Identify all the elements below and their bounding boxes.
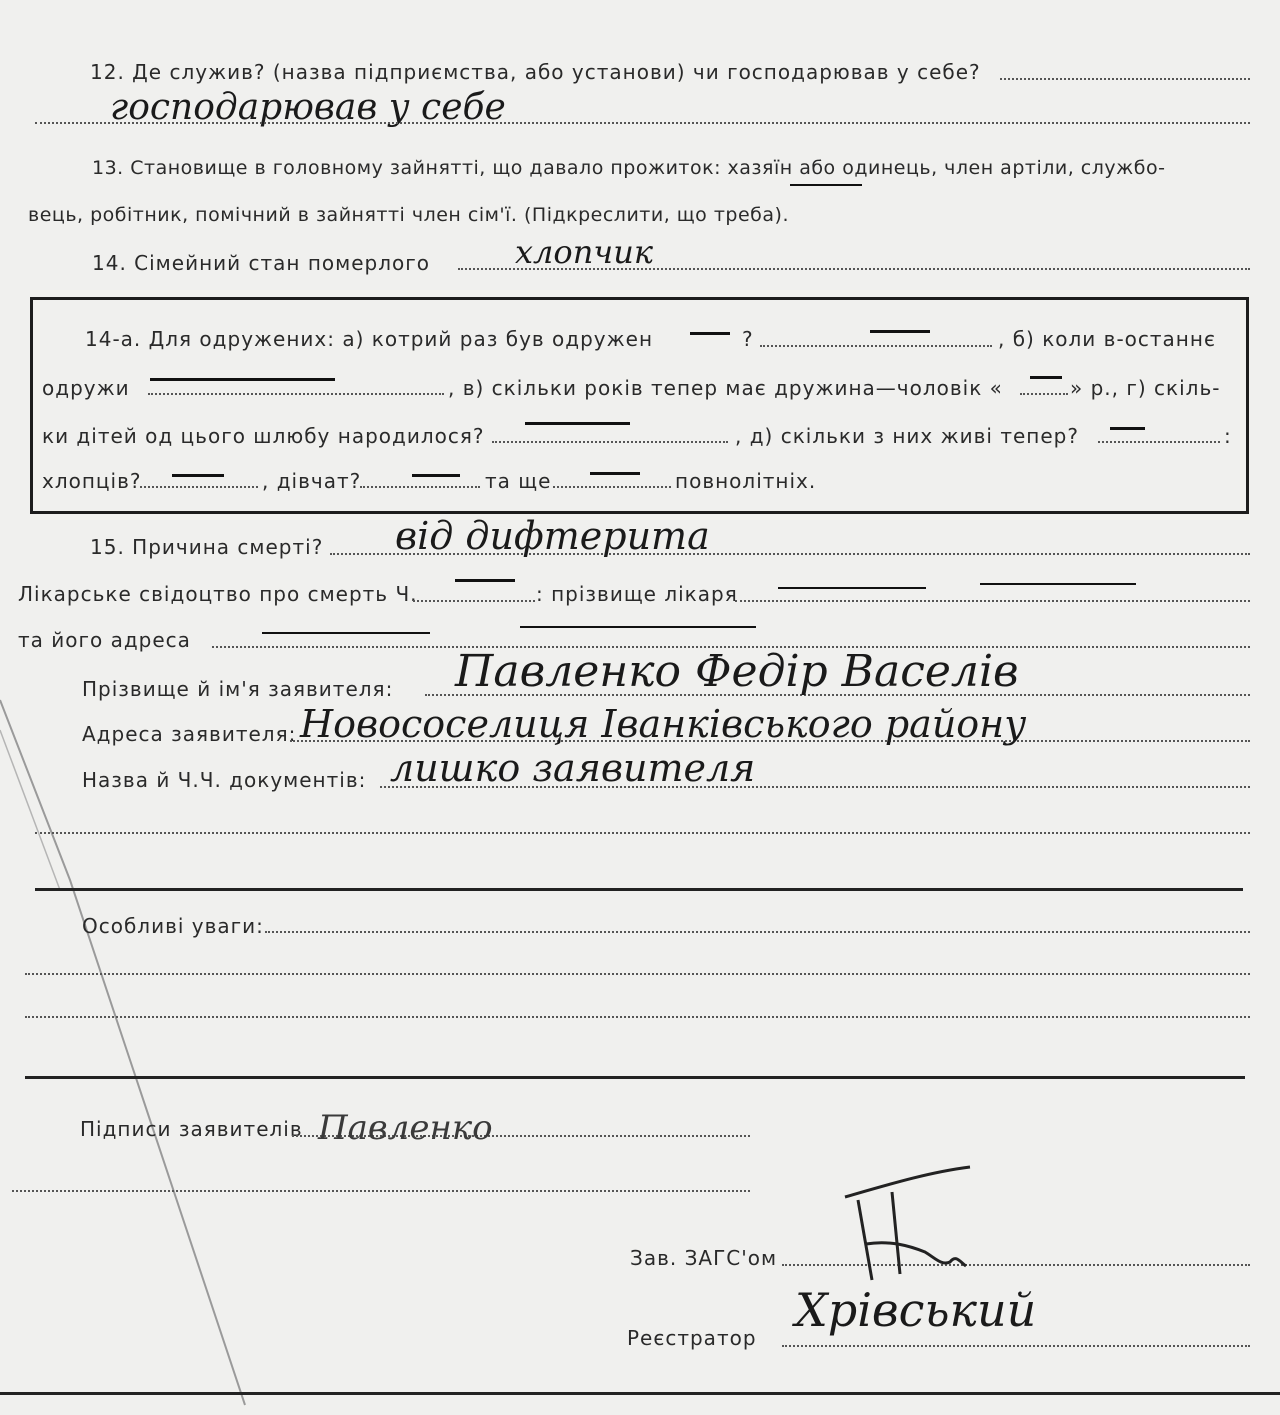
q14a-line4-b: , дівчат? <box>262 469 362 493</box>
q14a-dash-2 <box>870 330 930 333</box>
fold-line <box>0 690 260 1410</box>
applicant-address-value: Новососелиця Іванківського району <box>300 702 1027 746</box>
doctor-dash-1 <box>778 587 926 589</box>
q14a-dash-7 <box>172 474 224 477</box>
applicant-name-label: Прізвище й ім'я заявителя: <box>82 677 394 701</box>
q14-label: 14. Сімейний стан померлого <box>92 251 431 275</box>
certificate-label: Лікарське свідоцтво про смерть Ч. <box>18 582 418 606</box>
q14a-line3-a: ки дітей од цього шлюбу народилося? <box>42 424 485 448</box>
address-dash-1 <box>262 632 430 634</box>
certificate-dash <box>455 579 515 582</box>
q14a-dots-3 <box>1020 393 1068 395</box>
q14a-line3-c: : <box>1224 424 1232 448</box>
q14a-line1-b: , б) коли в-останнє <box>998 327 1216 351</box>
q12-answer: господарював у себе <box>110 87 506 128</box>
q14a-line4-d: повнолітніх. <box>675 469 817 493</box>
head-signature-label: Зав. ЗАГС'ом <box>630 1246 778 1270</box>
doctor-dash-2 <box>980 583 1136 585</box>
address-label: та його адреса <box>18 628 191 652</box>
q13-underline-hazyain <box>790 184 862 186</box>
q14a-dots-2 <box>148 393 444 395</box>
q14a-line2-c: » р., г) скіль- <box>1070 376 1221 400</box>
q14a-dash-1 <box>690 332 730 335</box>
certificate-dotted-line <box>413 600 535 602</box>
applicant-address-label: Адреса заявителя: <box>82 722 297 746</box>
section-divider-1 <box>35 888 1243 891</box>
q12-dotted-line <box>1000 78 1250 80</box>
q12-answer-line <box>35 122 1250 124</box>
q14a-dash-4 <box>1030 376 1062 379</box>
q14a-dash-5 <box>525 422 630 425</box>
q12-label: 12. Де служив? (назва підприємства, або установи) чи господарював у себе? <box>90 60 981 84</box>
applicant-signature: Павленко <box>318 1108 493 1148</box>
registrar-signature: Хрівський <box>795 1283 1037 1337</box>
notes-line-1 <box>265 931 1250 933</box>
blank-line-1 <box>35 832 1250 834</box>
q14a-dash-3 <box>150 378 335 381</box>
q14a-dots-8 <box>553 486 671 488</box>
bottom-border <box>0 1392 1280 1395</box>
documents-value: лишко заявителя <box>390 746 756 790</box>
notes-line-2 <box>25 973 1250 975</box>
address-dash-2 <box>520 626 756 628</box>
q14a-dots-5 <box>1098 441 1220 443</box>
q14a-dash-9 <box>590 472 640 475</box>
q14a-line1-a: 14-а. Для одружених: а) котрий раз був одружен <box>85 327 654 351</box>
notes-line-3 <box>25 1016 1250 1018</box>
registrar-label: Реєстратор <box>627 1326 757 1350</box>
q14a-dash-8 <box>412 474 460 477</box>
q14a-dots-4 <box>492 441 728 443</box>
registrar-line <box>782 1345 1250 1347</box>
q14a-line3-b: , д) скільки з них живі тепер? <box>735 424 1079 448</box>
notes-label: Особливі уваги: <box>82 914 264 938</box>
q14a-dash-6 <box>1110 427 1145 430</box>
q13-line1: 13. Становище в головному зайнятті, що давало прожиток: хазяїн або одинець, член артіли, службо- <box>92 157 1166 179</box>
q14a-line1-q: ? <box>742 327 754 351</box>
q14a-dots-1 <box>760 345 992 347</box>
q14a-line4-a: хлопців? <box>42 469 142 493</box>
applicant-name-value: Павленко Федір Васелів <box>455 646 1019 697</box>
q14-answer: хлопчик <box>515 233 653 271</box>
q15-label: 15. Причина смерті? <box>90 535 324 559</box>
doctor-label: : прізвище лікаря <box>536 582 738 606</box>
doctor-dotted-line <box>735 600 1250 602</box>
head-signature <box>830 1162 1000 1287</box>
q14a-line2-a: одружи <box>42 376 130 400</box>
section-divider-2 <box>25 1076 1245 1079</box>
q14a-dots-7 <box>360 486 480 488</box>
q14a-line4-c: та ще <box>485 469 552 493</box>
q13-line2: вець, робітник, помічний в зайнятті член сім'ї. (Підкреслити, що треба). <box>28 204 789 226</box>
documents-label: Назва й Ч.Ч. документів: <box>82 768 367 792</box>
signature-line-2 <box>12 1190 750 1192</box>
q14a-dots-6 <box>140 486 258 488</box>
q14a-line2-b: , в) скільки років тепер має дружина—чоловік « <box>448 376 1003 400</box>
applicant-signature-label: Підписи заявителів <box>80 1117 303 1141</box>
q15-answer: від дифтерита <box>395 514 710 558</box>
